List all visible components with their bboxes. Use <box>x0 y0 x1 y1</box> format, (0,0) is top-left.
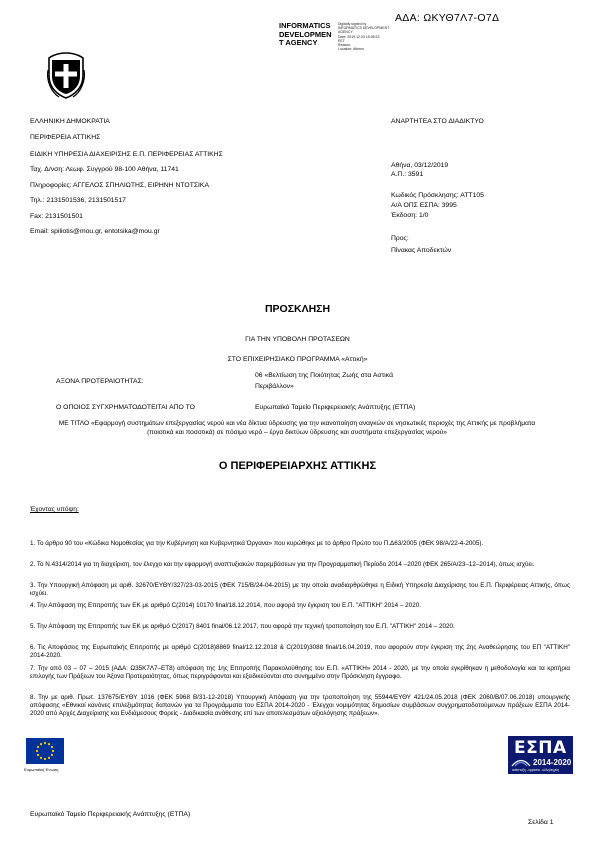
eu-flag-icon <box>26 738 64 764</box>
axis-value-line2: Περιβάλλον» <box>255 383 294 390</box>
axis-value-line1: 06 «Βελτίωση της Ποιότητας Ζωής στα Αστικά <box>255 372 394 379</box>
header-country: ΕΛΛΗΝΙΚΗ ΔΗΜΟΚΡΑΤΙΑ <box>30 118 110 125</box>
espa-logo-years: 2014-2020 <box>533 758 572 767</box>
signature-detail: Digitally signed by <box>338 22 367 26</box>
signature-detail: INFORMATICS DEVELOPMENT <box>338 26 390 31</box>
signature-detail: Reason: <box>338 43 352 48</box>
page-number: Σελίδα 1 <box>528 819 554 826</box>
signature-line: DEVELOPMEN <box>279 29 332 39</box>
signature-detail: Date: 2019.12.03 15:08:23 <box>338 34 380 39</box>
signature-line: INFORMATICS <box>279 21 331 30</box>
espa-arc-icon <box>511 757 531 767</box>
signature-details <box>338 22 389 51</box>
publish-note: ΑΝΑΡΤΗΤΕΑ ΣΤΟ ΔΙΑΔΙΚΤΥΟ <box>391 118 484 125</box>
fund-value: Ευρωπαϊκό Ταμείο Περιφερειακής Ανάπτυξης (ΕΤΠΑ) <box>255 404 416 411</box>
list-item: 1. Το άρθρο 90 του «Κώδικα Νομοθεσίας για την Κυβέρνηση και Κυβερνητικά Όργανα» που κυρώθηκε με το άρθρο Πρώτο του Π.Δ63/2005 (ΦΕΚ 98/Α/22-4-2005). <box>30 540 484 547</box>
eu-label: Ευρωπαϊκή Ένωση <box>24 767 59 772</box>
page-title: ΠΡΟΣΚΛΗΣΗ <box>264 303 331 315</box>
greek-emblem-icon <box>45 50 87 105</box>
axis-label: ΑΞΟΝΑ ΠΡΟΤΕΡΑΙΟΤΗΤΑΣ: <box>56 378 144 385</box>
recipients-value: Πίνακας Αποδεκτών <box>391 247 452 254</box>
header-address: Ταχ. Δ/νση: Λεωφ. Συγγρού 98-100 Αθήνα, 11741 <box>30 166 179 173</box>
page-footer: Ευρωπαϊκό Ταμείο Περιφερειακής Ανάπτυξης (ΕΤΠΑ) <box>30 811 191 818</box>
invitation-code: Κωδικός Πρόσκλησης: ΑΤΤ105 <box>391 192 484 199</box>
header-region: ΠΕΡΙΦΕΡΕΙΑ ΑΤΤΙΚΗΣ <box>30 134 101 141</box>
having-seen-label: Έχοντας υπόψη: <box>30 506 79 513</box>
invitation-intro: ΜΕ ΤΙΤΛΟ «Εφαρμογή συστημάτων επεξεργασίας νερού και νέα δίκτυα ύδρευσης για την ικανοποίηση αναγκών σε νησιωτικές περιοχές της Αττικής με προβλήματα (ποιοτικά και ποσοτικά) σε πόσιμο νερό – έργα δικτύων ύδρευσης και συστήματα επεξεργασίας νερού» <box>58 420 536 436</box>
list-item: 2. Το Ν.4314/2014 για τη διαχείριση, τον έλεγχο και την εφαρμογή αναπτυξιακών παρεμβάσεων για την Προγραμματική Περίοδο 2014 –2020 (ΦΕΚ 265/Α/23–12–2014), όπως ισχύει. <box>30 561 535 568</box>
signature-logo <box>279 22 332 48</box>
signature-detail: AGENCY <box>338 30 353 35</box>
doc-version: Έκδοση: 1/0 <box>391 212 429 219</box>
list-item: 3. Την Υπουργική Απόφαση με αριθ. 32670/ΕΥΘΥ/327/23-03-2015 (ΦΕΚ 715/Β/24-04-2015) με την οποία αναδιαρθρώθηκε η Ειδική Υπηρεσία Διαχείρισης του Ε.Π. Περιφέρειας Αττικής, όπως ισχύει. <box>30 582 570 597</box>
subtitle-submission: ΓΙΑ ΤΗΝ ΥΠΟΒΟΛΗ ΠΡΟΤΑΣΕΩΝ <box>245 336 350 343</box>
list-item: 6. Τις Αποφάσεις της Ευρωπαϊκής Επιτροπής με αριθμό C(2018)8869 final/12.12.2018 & C(2019)3088 final/16.04.2019, που αφορούν στην έγκριση της 2ης Αναθεώρησης του ΕΠ "ΑΤΤΙΚΗ" 2014-2020. <box>30 644 570 659</box>
list-item: 8. Την με αριθ. Πρωτ. 137675/ΕΥΘΥ 1016 (ΦΕΚ 5968 Β/31-12-2018) Υπουργική Απόφαση για την τροποποίηση της 55944/ΕΥΘΥ 421/24.05.2018 (ΦΕΚ 2060/Β/07.06.2018) υπουργικής απόφασης «Εθνικοί κανόνες επιλεξιμότητας δαπανών για τα Προγράμματα του ΕΣΠΑ 2014-2020 - Έλεγχοι νομιμότητας δημοσίων συμβάσεων συγχρηματοδοτούμενων πράξεων ΕΣΠΑ 2014-2020 από Αρχές Διαχείρισης και Ενδιάμεσους Φορείς - Διαδικασία ανάθεσης επί των αποτελεσμάτων αξιολόγησης πράξεων». <box>30 694 570 717</box>
ops-number: Α/Α ΟΠΣ ΕΣΠΑ: 3995 <box>391 202 457 209</box>
header-fax: Fax: 2131501501 <box>30 213 83 220</box>
list-item: 7. Την από 03 – 07 – 2015 (ΑΔΑ: Ω35Κ7Λ7–ΕΤ8) απόφαση της 1ης Επιτροπής Παρακολούθησης του Ε.Π. «ΑΤΤΙΚΗ» 2014 - 2020, με την οποία εγκρίθηκαν η μεθοδολογία και τα κριτήρια επιλογής των Πράξεων του Άξονα Προτεραιότητας, όπως περιγράφονται και εξειδικεύονται στο συνημμένο στην Πρόσκληση έγγραφο. <box>30 665 570 680</box>
espa-logo-name: ΕΣΠΑ <box>514 738 567 758</box>
ada-number: ΑΔΑ: ΩΚΥΘ7Λ7-Ο7Δ <box>395 12 500 24</box>
list-item: 4. Την Απόφαση της Επιτροπής των ΕΚ με αριθμό C(2014) 10170 final/18.12.2014, που αφορά την έγκριση του Ε.Π. "ΑΤΤΙΚΗ" 2014 – 2020. <box>30 602 421 609</box>
espa-logo-tagline: ανάπτυξη - εργασία - αλληλεγγύη <box>512 768 560 772</box>
header-phone: Τηλ.: 2131501536, 2131501517 <box>30 197 126 204</box>
section-heading: Ο ΠΕΡΙΦΕΡΕΙΑΡΧΗΣ ΑΤΤΙΚΗΣ <box>218 460 377 472</box>
subtitle-programme: ΣΤΟ ΕΠΙΧΕΙΡΗΣΙΑΚΟ ΠΡΟΓΡΑΜΜΑ «Αττική» <box>227 356 368 363</box>
doc-date: Αθήνα, 03/12/2019 <box>391 162 449 169</box>
list-item: 5. Την Απόφαση της Επιτροπής των ΕΚ με αριθμό C(2017) 8401 final/06.12.2017, που αφορά την τεχνική τροποποίηση του Ε.Π. "ΑΤΤΙΚΗ" 2014 – 2020. <box>30 623 455 630</box>
signature-line: T AGENCY <box>279 38 318 47</box>
doc-protocol: Α.Π.: 3591 <box>391 171 424 178</box>
espa-logo <box>508 736 573 774</box>
fund-label: Ο ΟΠΟΙΟΣ ΣΥΓΧΡΗΜΑΤΟΔΟΤΕΙΤΑΙ ΑΠΟ ΤΟ <box>56 404 195 411</box>
header-service: ΕΙΔΙΚΗ ΥΠΗΡΕΣΙΑ ΔΙΑΧΕΙΡΙΣΗΣ Ε.Π. ΠΕΡΙΦΕΡΕΙΑΣ ΑΤΤΙΚΗΣ <box>30 151 223 158</box>
signature-detail: Location: Athens <box>338 47 364 52</box>
header-info: Πληροφορίες: ΑΓΓΕΛΟΣ ΣΠΗΛΙΩΤΗΣ, ΕΙΡΗΝΗ ΝΤΟΤΣΙΚΑ <box>30 182 210 189</box>
recipients-label: Προς: <box>391 235 409 242</box>
signature-detail: EET <box>338 38 345 43</box>
header-email: Email: spiliotis@mou.gr, entotsika@mou.gr <box>30 228 160 235</box>
